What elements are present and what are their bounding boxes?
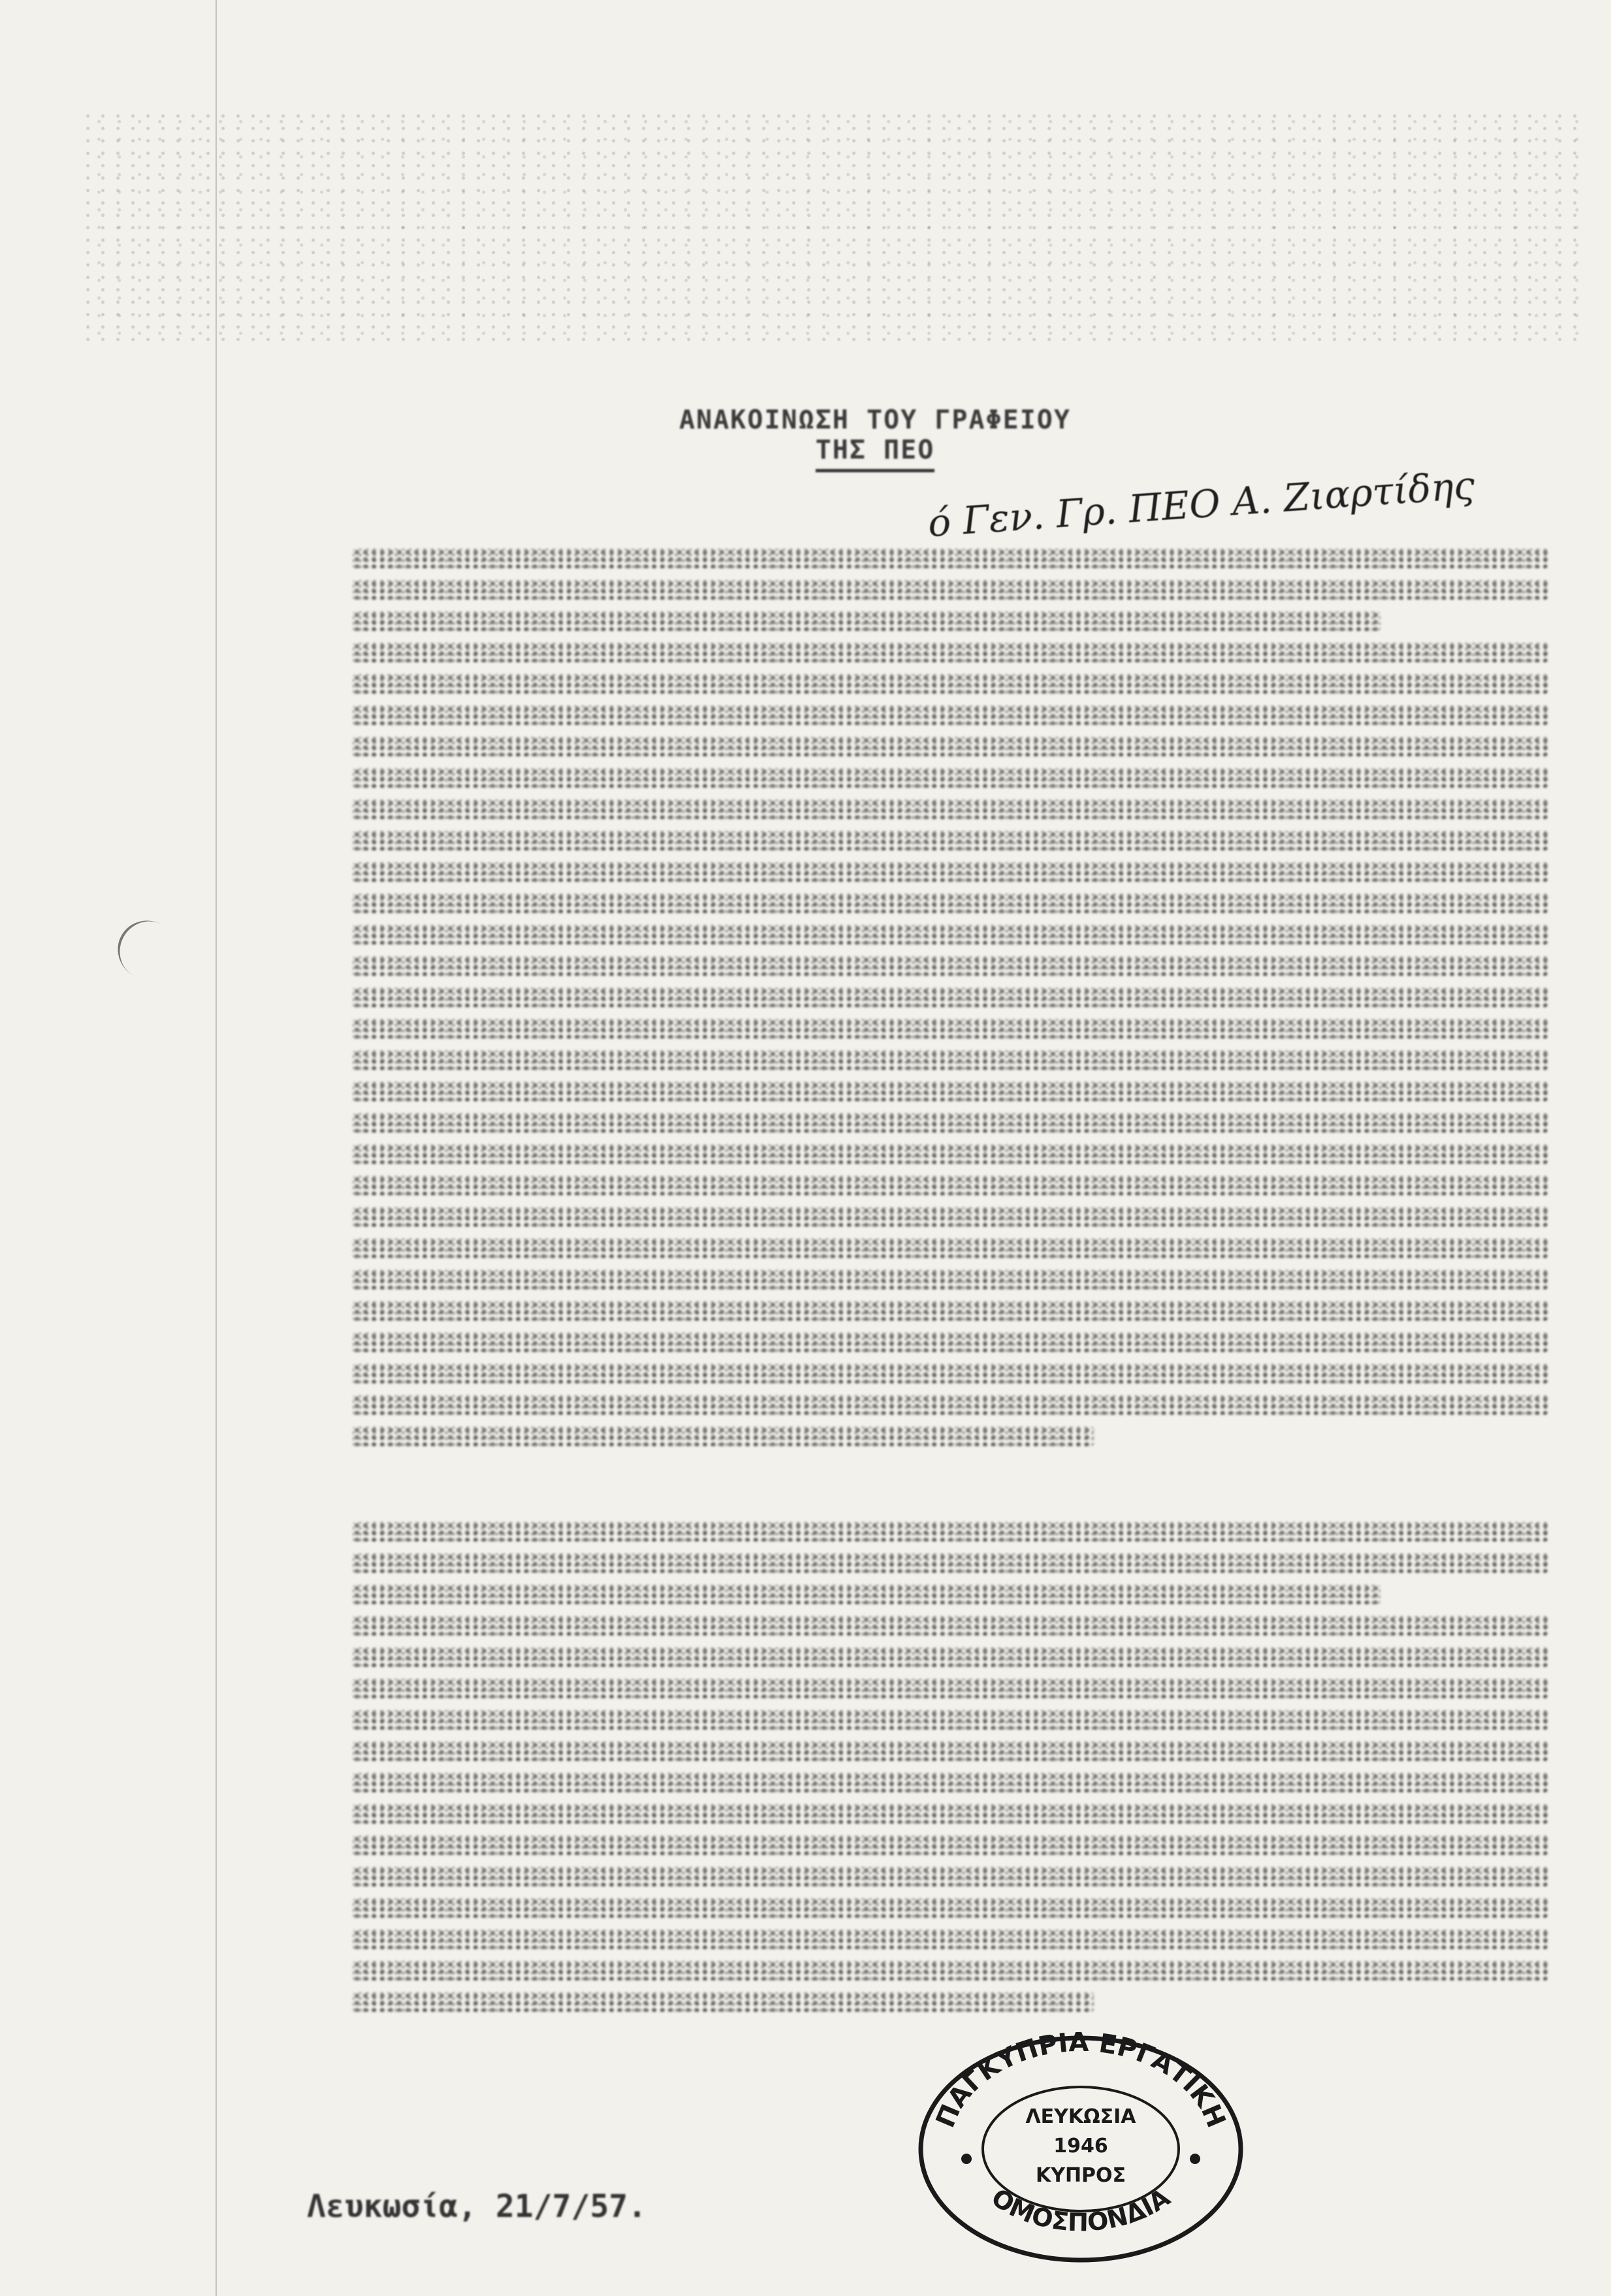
text-line: [353, 1585, 1380, 1604]
text-line: [353, 1207, 1548, 1227]
text-line: [353, 1773, 1548, 1792]
text-line: [353, 1930, 1548, 1949]
text-line: [353, 580, 1548, 600]
text-line: [353, 1522, 1548, 1542]
text-line: [353, 1992, 1094, 2012]
text-line: [353, 1553, 1548, 1573]
handwritten-annotation: ό Γεν. Γρ. ΠΕΟ Α. Ζιαρτίδης: [926, 462, 1476, 546]
text-line: [353, 956, 1548, 976]
text-line: [353, 1804, 1548, 1824]
text-line: [353, 1710, 1548, 1730]
stamp-graphic: [911, 2025, 1251, 2267]
text-line: [353, 705, 1548, 725]
text-line: [353, 643, 1548, 662]
text-line: [353, 737, 1548, 756]
text-line: [353, 1427, 1094, 1446]
stamp-top-arc: ΠΑΓΚΥΠΡΙΑ ΕΡΓΑΤΙΚΗ: [930, 2027, 1232, 2132]
text-line: [353, 611, 1380, 631]
text-line: [353, 674, 1548, 694]
margin-mark: [107, 910, 189, 992]
stamp-line-1: ΛΕΥΚΩΣΙΑ: [1025, 2105, 1136, 2128]
text-line: [353, 549, 1548, 568]
body-paragraph-1: [353, 549, 1548, 1515]
text-line: [353, 1144, 1548, 1164]
heading-line-2: ΤΗΣ ΠΕΟ: [816, 435, 935, 472]
text-line: [353, 768, 1548, 788]
stamp-line-2: 1946: [1053, 2135, 1108, 2158]
text-line: [353, 831, 1548, 850]
text-line: [353, 894, 1548, 913]
text-line: [353, 800, 1548, 819]
text-line: [353, 1333, 1548, 1352]
text-line: [353, 988, 1548, 1007]
text-line: [353, 925, 1548, 945]
text-line: [353, 1364, 1548, 1383]
stamp-line-3: ΚΥΠΡΟΣ: [1035, 2164, 1126, 2187]
text-line: [353, 1050, 1548, 1070]
document-heading: [607, 405, 1143, 472]
scan-noise-header: [85, 111, 1587, 346]
stamp-bottom-arc: ΟΜΟΣΠΟΝΔΙΑ: [986, 2182, 1175, 2237]
text-line: [353, 1616, 1548, 1636]
date-line: Λευκωσία, 21/7/57.: [307, 2188, 647, 2225]
text-line: [353, 1741, 1548, 1761]
text-line: [353, 1835, 1548, 1855]
text-line: [353, 862, 1548, 882]
union-stamp: [911, 2025, 1251, 2267]
text-line: [353, 1961, 1548, 1981]
text-line: [353, 1647, 1548, 1667]
text-line: [353, 1113, 1548, 1133]
heading-line-1: ΑΝΑΚΟΙΝΩΣΗ ΤΟΥ ΓΡΑΦΕΙΟΥ: [679, 405, 1071, 435]
stamp-star-left: [961, 2154, 972, 2164]
text-line: [353, 1238, 1548, 1258]
text-line: [353, 1679, 1548, 1698]
text-line: [353, 1898, 1548, 1918]
stamp-star-right: [1190, 2154, 1200, 2164]
text-line: [353, 1019, 1548, 1039]
text-line: [353, 1301, 1548, 1321]
text-line: [353, 1082, 1548, 1101]
text-line: [353, 1867, 1548, 1886]
text-line: [353, 1270, 1548, 1289]
text-line: [353, 1395, 1548, 1415]
body-paragraph-2: [353, 1522, 1548, 2084]
text-line: [353, 1176, 1548, 1195]
